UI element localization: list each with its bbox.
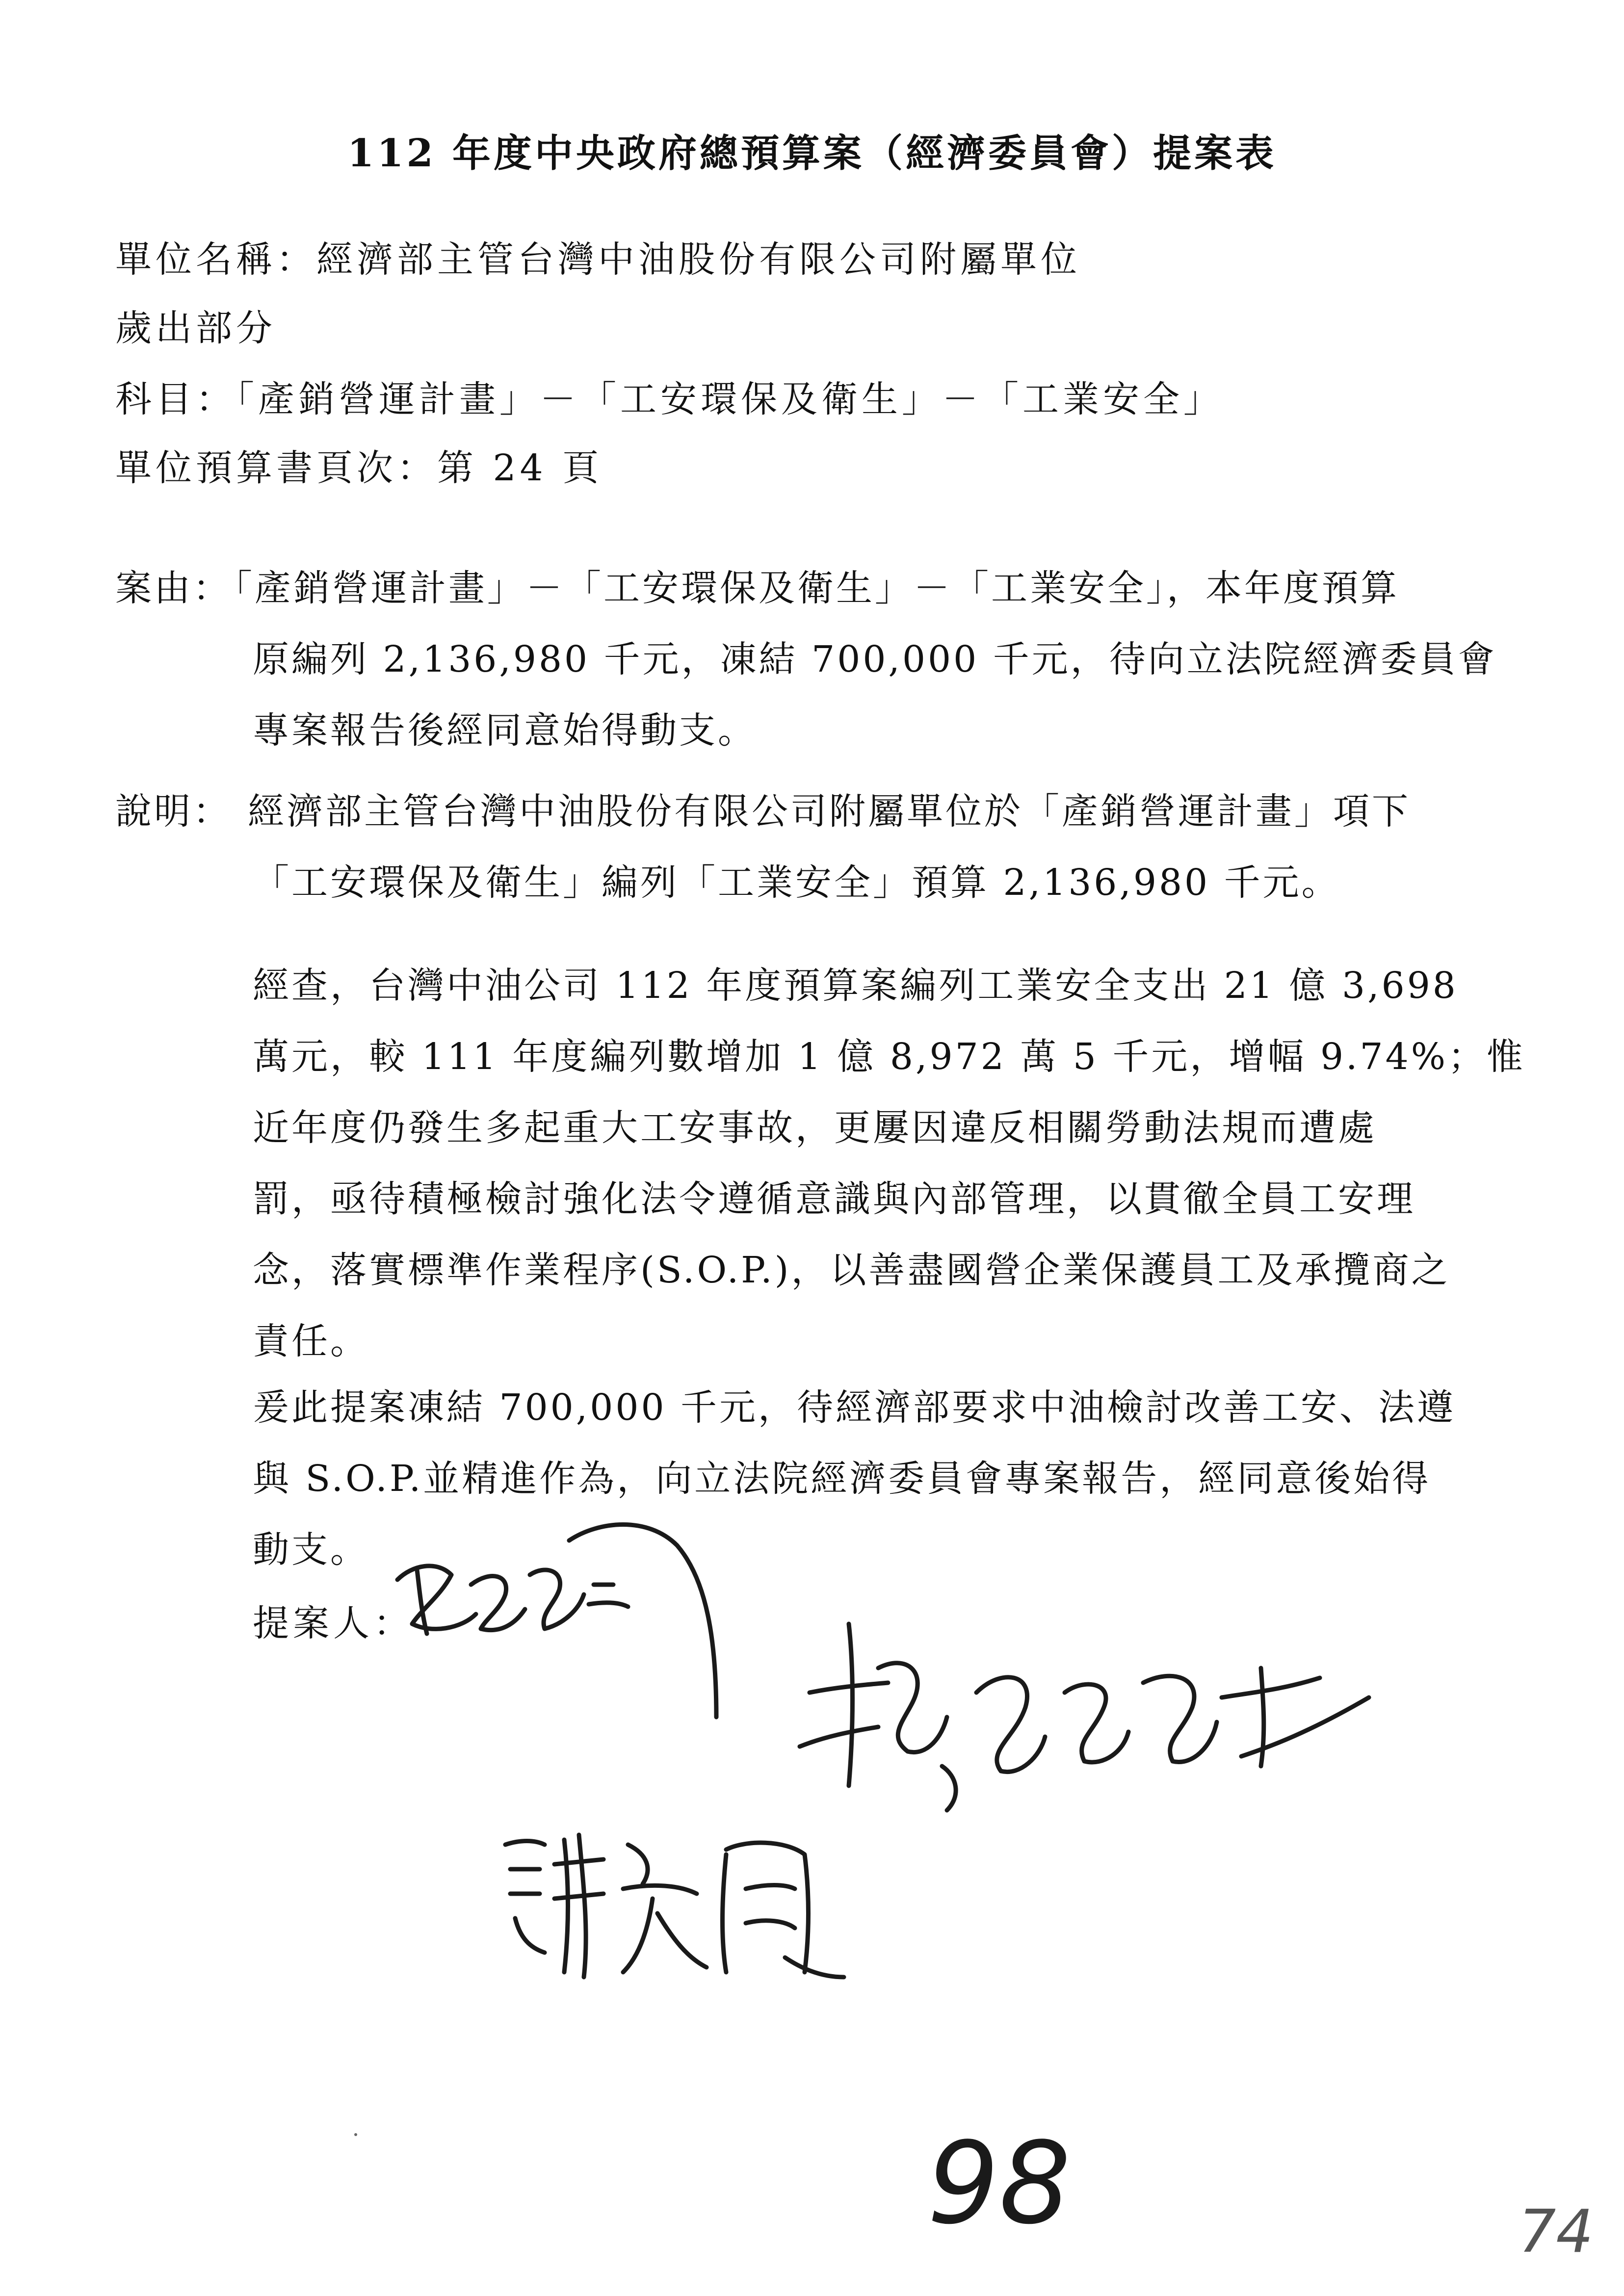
case-line: 「產銷營運計畫」－「工安環保及衛生」－「工業安全」，本年度預算 [216,567,1399,609]
budget-item: 科目：「產銷營運計畫」－「工安環保及衛生」－「工業安全」 [115,378,1224,420]
case-line: 原編列 2,136,980 千元，凍結 700,000 千元，待向立法院經濟委員會 [253,638,1497,680]
budget-page-ref: 單位預算書頁次：第 24 頁 [115,447,603,489]
corner-page-number-text: 74 [1519,2198,1594,2266]
document-title: 112 年度中央政府總預算案（經濟委員會）提案表 [347,131,1277,176]
proposer-label: 提案人： [253,1602,414,1644]
paragraph-line: 責任。 [253,1320,369,1362]
explanation-line: 經濟部主管台灣中油股份有限公司附屬單位於「產銷營運計畫」項下 [248,790,1411,833]
scan-speck [354,2133,357,2136]
paragraph-line: 動支。 [253,1529,369,1571]
paragraph-line: 經查，台灣中油公司 112 年度預算案編列工業安全支出 21 億 3,698 [253,965,1458,1007]
unit-name: 單位名稱：經濟部主管台灣中油股份有限公司附屬單位 [115,238,1081,281]
paragraph-line: 近年度仍發生多起重大工安事故，更屢因違反相關勞動法規而遭處 [253,1107,1377,1149]
budget-part: 歲出部分 [115,307,276,349]
paragraph-line: 與 S.O.P.並精進作為，向立法院經濟委員會專案報告，經同意後始得 [253,1458,1431,1500]
case-label: 案由： [115,567,232,609]
signature-1 [383,1511,756,1756]
case-line: 專案報告後經同意始得動支。 [253,709,757,752]
handwritten-page-number [922,2118,1079,2249]
signature-3 [491,1815,873,1992]
paragraph-line: 萬元，較 111 年度編列數增加 1 億 8,972 萬 5 千元，增幅 9.74%；惟 [253,1036,1526,1078]
paragraph-line: 爰此提案凍結 700,000 千元，待經濟部要求中油檢討改善工安、法遵 [253,1386,1456,1429]
corner-page-number [1516,2188,1599,2267]
paragraph-line: 念，落實標準作業程序(S.O.P.)，以善盡國營企業保護員工及承攬商之 [253,1249,1450,1291]
explanation-line: 「工安環保及衛生」編列「工業安全」預算 2,136,980 千元。 [253,861,1340,904]
explanation-label: 說明： [115,790,232,833]
paragraph-line: 罰，亟待積極檢討強化法令遵循意識與內部管理，以貫徹全員工安理 [253,1178,1415,1220]
handwritten-page-number-text: 98 [927,2118,1071,2249]
signature-2 [780,1609,1398,1825]
